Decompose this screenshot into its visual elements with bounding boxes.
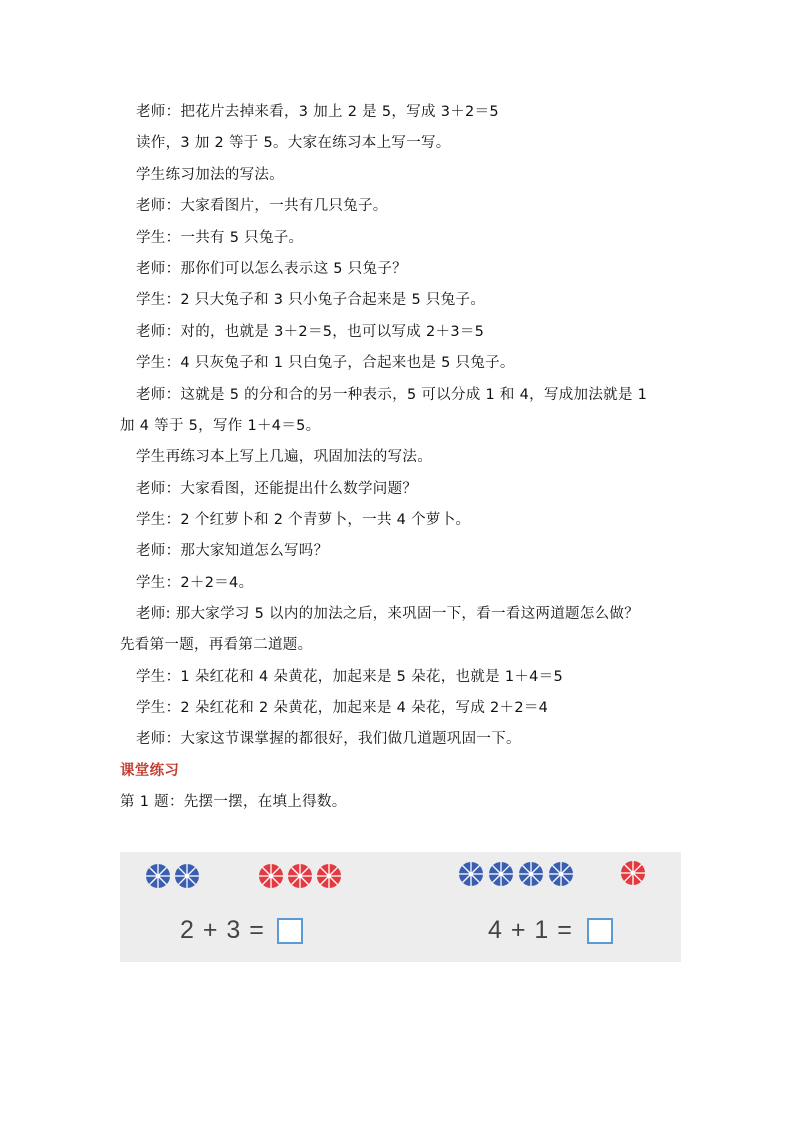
blue-chip-icon <box>518 861 544 887</box>
red-chip-icon <box>258 863 284 889</box>
dialogue-line: 老师：那你们可以怎么表示这 5 只兔子？ <box>136 261 407 277</box>
dialogue-line: 老师：对的，也就是 3＋2＝5，也可以写成 2＋3＝5 <box>136 324 485 340</box>
dialogue-line: 学生：4 只灰兔子和 1 只白兔子，合起来也是 5 只兔子。 <box>136 355 515 371</box>
dialogue-line: 先看第一题，再看第二道题。 <box>120 637 313 653</box>
dialogue-line: 老师: 那大家学习 5 以内的加法之后，来巩固一下，看一看这两道题怎么做？ <box>136 606 640 622</box>
dialogue-line: 学生：1 朵红花和 4 朵黄花，加起来是 5 朵花，也就是 1＋4＝5 <box>136 669 564 685</box>
exercise-prompt: 第 1 题：先摆一摆，在填上得数。 <box>120 794 347 810</box>
blue-chip-icon <box>548 861 574 887</box>
exercise-figure <box>120 852 681 962</box>
blue-chip-icon <box>458 861 484 887</box>
dialogue-line: 学生：2 朵红花和 2 朵黄花，加起来是 4 朵花，写成 2＋2＝4 <box>136 700 549 716</box>
answer-box-1[interactable] <box>277 918 303 944</box>
dialogue-line: 读作，3 加 2 等于 5。大家在练习本上写一写。 <box>136 135 451 151</box>
red-chip-icon <box>620 860 646 886</box>
dialogue-line: 学生：2 只大兔子和 3 只小兔子合起来是 5 只兔子。 <box>136 292 486 308</box>
dialogue-line: 老师：把花片去掉来看，3 加上 2 是 5，写成 3＋2＝5 <box>136 104 499 120</box>
dialogue-line: 老师：这就是 5 的分和合的另一种表示，5 可以分成 1 和 4，写成加法就是 1 <box>136 387 648 403</box>
dialogue-line: 学生：一共有 5 只兔子。 <box>136 230 304 246</box>
dialogue-line: 学生：2＋2＝4。 <box>136 575 254 591</box>
blue-chip-icon <box>174 863 200 889</box>
blue-chip-icon <box>488 861 514 887</box>
blue-chip-icon <box>145 863 171 889</box>
dialogue-line: 学生练习加法的写法。 <box>136 167 284 183</box>
red-chip-icon <box>287 863 313 889</box>
dialogue-line: 老师：大家看图片，一共有几只兔子。 <box>136 198 388 214</box>
dialogue-line: 学生：2 个红萝卜和 2 个青萝卜，一共 4 个萝卜。 <box>136 512 471 528</box>
red-chip-icon <box>316 863 342 889</box>
dialogue-line: 老师：大家这节课掌握的都很好，我们做几道题巩固一下。 <box>136 731 521 747</box>
answer-box-2[interactable] <box>587 918 613 944</box>
section-heading: 课堂练习 <box>120 763 180 779</box>
dialogue-line: 学生再练习本上写上几遍，巩固加法的写法。 <box>136 449 432 465</box>
dialogue-line: 老师：那大家知道怎么写吗？ <box>136 543 329 559</box>
dialogue-line: 老师：大家看图，还能提出什么数学问题？ <box>136 481 418 497</box>
equation-1: 2 + 3 = <box>180 916 265 944</box>
equation-2: 4 + 1 = <box>488 916 573 944</box>
dialogue-line: 加 4 等于 5，写作 1＋4＝5。 <box>120 418 321 434</box>
